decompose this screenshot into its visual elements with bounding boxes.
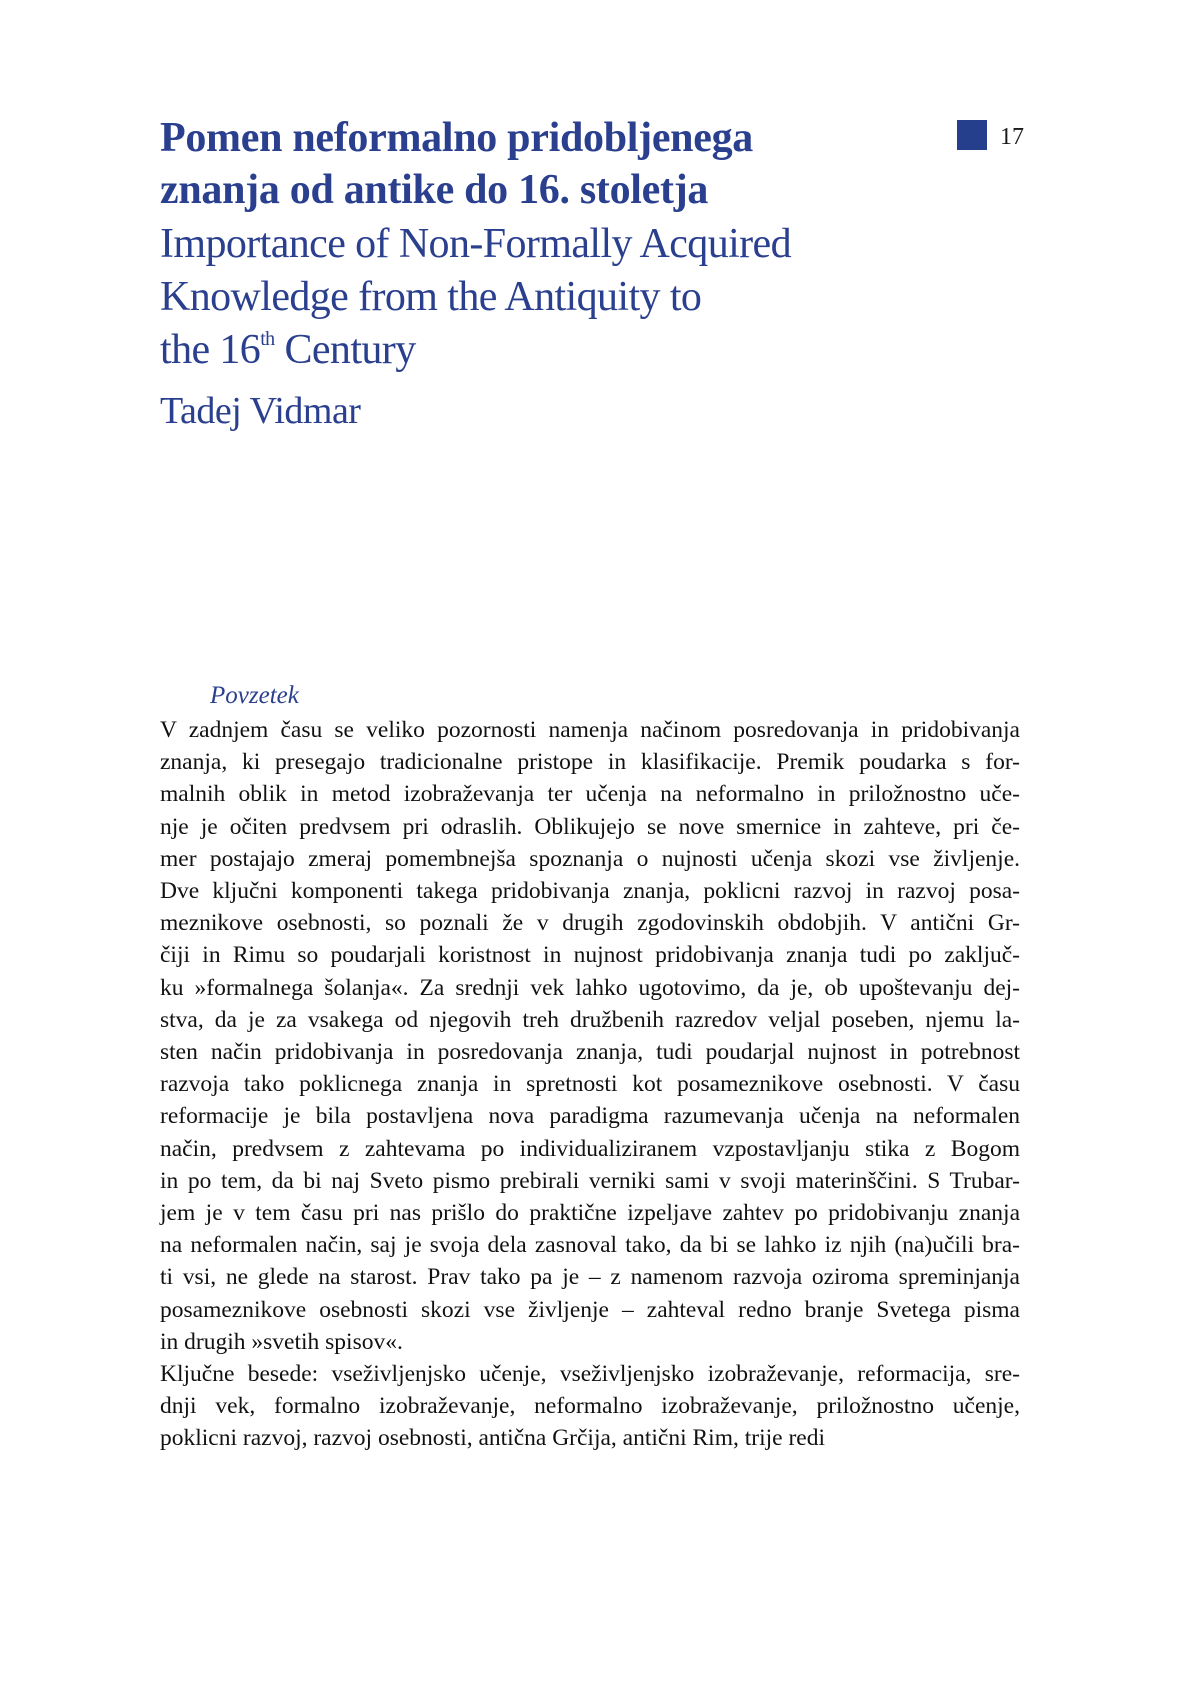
- page-marker-square: [957, 120, 987, 150]
- abstract-body: [160, 714, 1020, 1358]
- abstract-line: nje je očiten predvsem pri odraslih. Oblikujejo se nove smernice in zahteve, pri če-: [160, 813, 1020, 840]
- abstract-line: malnih oblik in metod izobraževanja ter učenja na neformalno in priložnostno uče-: [160, 781, 1020, 808]
- abstract-line: sten način pridobivanja in posredovanja znanja, tudi poudarjal nujnost in potrebnost: [160, 1039, 1020, 1066]
- title-english-line: Importance of Non-Formally Acquired: [160, 221, 791, 267]
- abstract-line: meznikove osebnosti, so poznali že v drugih zgodovinskih obdobjih. V antični Gr-: [160, 910, 1020, 937]
- author-name: Tadej Vidmar: [160, 390, 361, 432]
- abstract-heading: Povzetek: [210, 682, 299, 709]
- title-english-superscript: th: [260, 328, 275, 350]
- title-english: [160, 218, 880, 377]
- abstract-line: ku »formalnega šolanja«. Za srednji vek lahko ugotovimo, da je, ob upoštevanju dej-: [160, 974, 1020, 1001]
- keywords: [160, 1358, 1020, 1455]
- abstract-line: posameznikove osebnosti skozi vse življenje – zahteval redno branje Svetega pisma: [160, 1296, 1020, 1323]
- abstract-line: jem je v tem času pri nas prišlo do praktične izpeljave zahtev po pridobivanju znanja: [160, 1200, 1020, 1227]
- title-block: [160, 112, 880, 435]
- keywords-line: poklicni razvoj, razvoj osebnosti, antična Grčija, antični Rim, trije redi: [160, 1425, 825, 1452]
- abstract-line: V zadnjem času se veliko pozornosti namenja načinom posredovanja in pridobivanja: [160, 717, 1020, 743]
- page-number: 17: [1000, 124, 1024, 150]
- title-english-line: [160, 324, 880, 377]
- title-slovene-line: Pomen neformalno pridobljenega: [160, 115, 753, 161]
- abstract-line: znanja, ki presegajo tradicionalne pristope in klasifikacije. Premik poudarka s for-: [160, 749, 1020, 776]
- title-english-suffix: Century: [274, 327, 416, 373]
- abstract-line: način, predvsem z zahtevama po individualiziranem vzpostavljanju stika z Bogom: [160, 1135, 1020, 1162]
- keywords-line: Ključne besede: vseživljenjsko učenje, vseživljenjsko izobraževanje, reformacija, sre-: [160, 1361, 1020, 1388]
- abstract-line: in drugih »svetih spisov«.: [160, 1328, 403, 1355]
- abstract-line: ti vsi, ne glede na starost. Prav tako pa je – z namenom razvoja oziroma spreminjanja: [160, 1264, 1020, 1291]
- abstract-line: reformacije je bila postavljena nova paradigma razumevanja učenja na neformalen: [160, 1103, 1020, 1130]
- abstract-line: Dve ključni komponenti takega pridobivanja znanja, poklicni razvoj in razvoj posa-: [160, 878, 1020, 905]
- abstract-line: stva, da je za vsakega od njegovih treh družbenih razredov veljal poseben, njemu la-: [160, 1006, 1020, 1033]
- title-english-line: Knowledge from the Antiquity to: [160, 274, 702, 320]
- abstract-line: razvoja tako poklicnega znanja in spretnosti kot posameznikove osebnosti. V času: [160, 1071, 1020, 1098]
- title-slovene: [160, 112, 880, 216]
- title-english-prefix: the 16: [160, 327, 261, 373]
- keywords-line: dnji vek, formalno izobraževanje, neformalno izobraževanje, priložnostno učenje,: [160, 1393, 1020, 1420]
- abstract-line: čiji in Rimu so poudarjali koristnost in nujnost pridobivanja znanja tudi po zaključ-: [160, 942, 1020, 969]
- abstract-line: na neformalen način, saj je svoja dela zasnoval tako, da bi se lahko iz njih (na)učili bra-: [160, 1232, 1020, 1259]
- abstract-line: mer postajajo zmeraj pomembnejša spoznanja o nujnosti učenja skozi vse življenje.: [160, 845, 1020, 872]
- title-slovene-line: znanja od antike do 16. stoletja: [160, 167, 709, 213]
- abstract: [160, 680, 1020, 1455]
- abstract-line: in po tem, da bi naj Sveto pismo prebirali verniki sami v svoji materinščini. S Trubar-: [160, 1167, 1020, 1194]
